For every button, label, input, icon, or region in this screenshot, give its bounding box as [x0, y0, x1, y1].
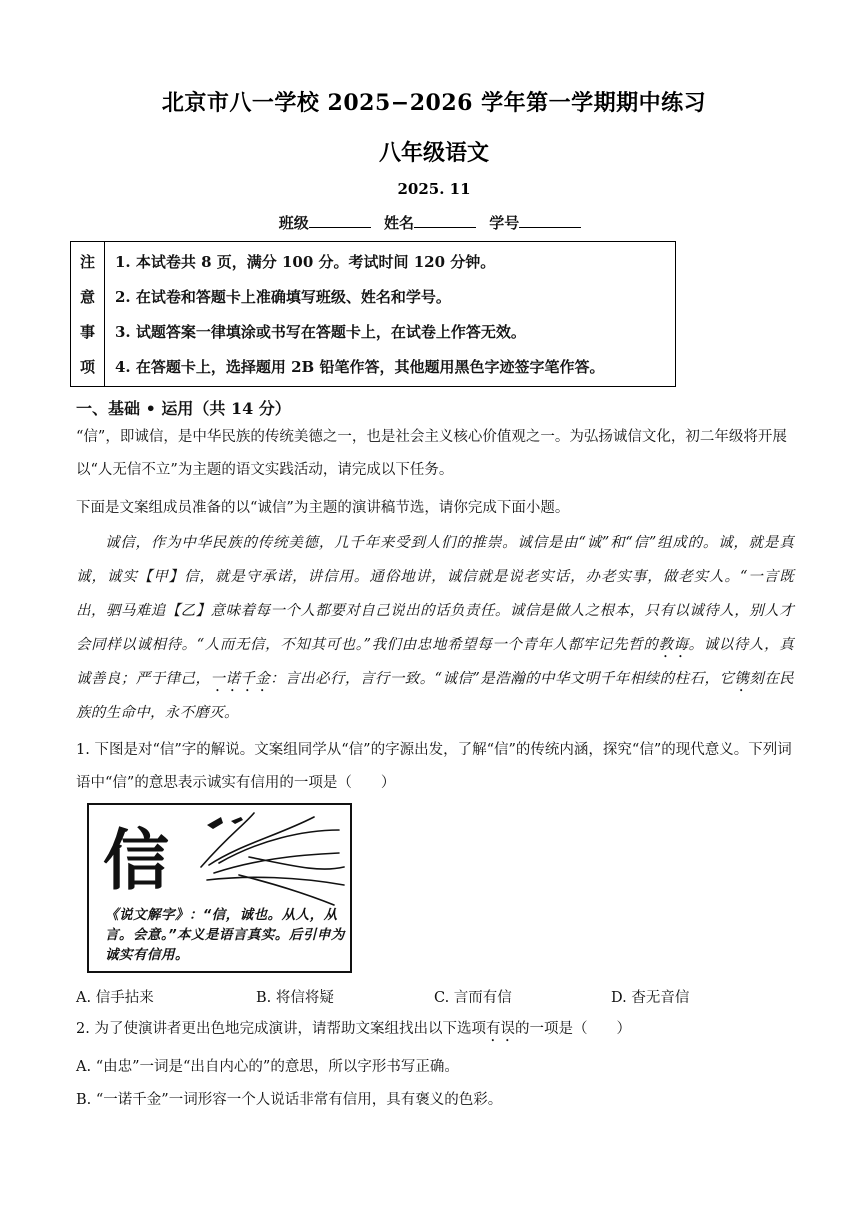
option-d[interactable]: D. 杳无音信	[611, 990, 690, 1006]
speech-excerpt	[76, 526, 794, 730]
speech-text: 。诚以待人，真诚善良；严于律己，	[76, 637, 794, 687]
exam-title: 北京市八一学校 2025−2026 学年第一学期期中练习	[161, 90, 707, 116]
student-id-label: 学号	[489, 214, 520, 232]
student-info-line	[0, 212, 868, 233]
class-label: 班级	[278, 214, 309, 232]
xin-character-figure	[87, 803, 352, 973]
question-1-stem: 1. 下图是对“信”字的解说。文案组同学从“信”的字源出发，了解“信”的传统内涵，探究“信”的现代意义。下列词语中“信”的意思表示诚实有信用的一项是（ ）	[76, 742, 792, 791]
seal-script-xin: 信	[103, 821, 165, 899]
dotted-word: 镌	[734, 671, 750, 687]
dotted-word: 有误	[485, 1021, 515, 1037]
option-c[interactable]: C. 言而有信	[434, 990, 512, 1006]
name-blank[interactable]	[414, 213, 476, 228]
q2-stem-text: 2. 为了使演讲者更出色地完成演讲，请帮助文案组找出以下选项	[76, 1021, 486, 1037]
section-heading: 一、基础 • 运用（共 14 分）	[76, 399, 291, 418]
option-a[interactable]: A. 信手拈来	[76, 990, 154, 1006]
question-2-stem	[76, 1013, 794, 1046]
intro-paragraph: “信”，即诚信，是中华民族的传统美德之一，也是社会主义核心价值观之一。为弘扬诚信文化，初二年级将开展以“人无信不立”为主题的语文实践活动，请完成以下任务。	[76, 429, 787, 478]
question-2-option-b[interactable]: B. “一诺千金”一词形容一个人说话非常有信用，具有褒义的色彩。	[76, 1092, 503, 1108]
notice-item: 2. 在试卷和答题卡上准确填写班级、姓名和学号。	[115, 288, 451, 306]
speech-text: 刻在民族的生命中，永不磨灭。	[76, 671, 794, 721]
notice-label-char: 事	[79, 323, 95, 341]
dotted-word: 一诺千金	[210, 671, 271, 687]
speech-text: ：言出必行，言行一致。“诚信”是浩瀚的中华文明千年相续的柱石，它	[270, 671, 735, 687]
class-blank[interactable]	[309, 213, 371, 228]
notice-item: 4. 在答题卡上，选择题用 2B 铅笔作答，其他题用黑色字迹签字笔作答。	[115, 358, 605, 376]
option-b[interactable]: B. 将信将疑	[256, 990, 334, 1006]
notice-item: 3. 试题答案一律填涂或书写在答题卡上，在试卷上作答无效。	[115, 323, 526, 341]
q2-stem-text: 的一项是（ ）	[514, 1021, 631, 1037]
notice-label-char: 意	[79, 288, 95, 306]
notice-label-char: 注	[79, 253, 95, 271]
figure-caption: 《说文解字》：“信，诚也。从人，从言。会意。”本义是语言真实。后引申为诚实有信用。	[105, 907, 345, 963]
subject-title: 八年级语文	[378, 140, 489, 166]
question-1-options	[76, 984, 794, 1012]
notice-item: 1. 本试卷共 8 页，满分 100 分。考试时间 120 分钟。	[115, 253, 496, 271]
dotted-word: 教诲	[658, 637, 689, 653]
notice-label-char: 项	[79, 358, 95, 376]
notice-items	[115, 245, 671, 385]
exam-date: 2025. 11	[397, 180, 471, 198]
lead-paragraph: 下面是文案组成员准备的以“诚信”为主题的演讲稿节选，请你完成下面小题。	[76, 500, 570, 516]
notice-label	[71, 242, 105, 386]
speech-text: 诚信，作为中华民族的传统美德，几千年来受到人们的推崇。诚信是由“诚”和“信”组成的。诚，就是真诚，诚实【甲】信，就是守承诺，讲信用。通俗地讲，诚信就是说老实话，办老实事，做老实人。“一言既出，驷马难追【乙】意味着每一个人都要对自己说出的话负责任。诚信是做人之根本，只有以诚待人，别人才会同样以诚相待。“人而无信，不知其可也。”我们由忠地希望每一个青年人都牢记先哲的	[76, 535, 794, 653]
student-id-blank[interactable]	[519, 213, 581, 228]
question-2-option-a[interactable]: A. “由忠”一词是“出自内心的”的意思，所以字形书写正确。	[76, 1059, 459, 1075]
notice-box	[70, 241, 676, 387]
name-label: 姓名	[383, 214, 414, 232]
